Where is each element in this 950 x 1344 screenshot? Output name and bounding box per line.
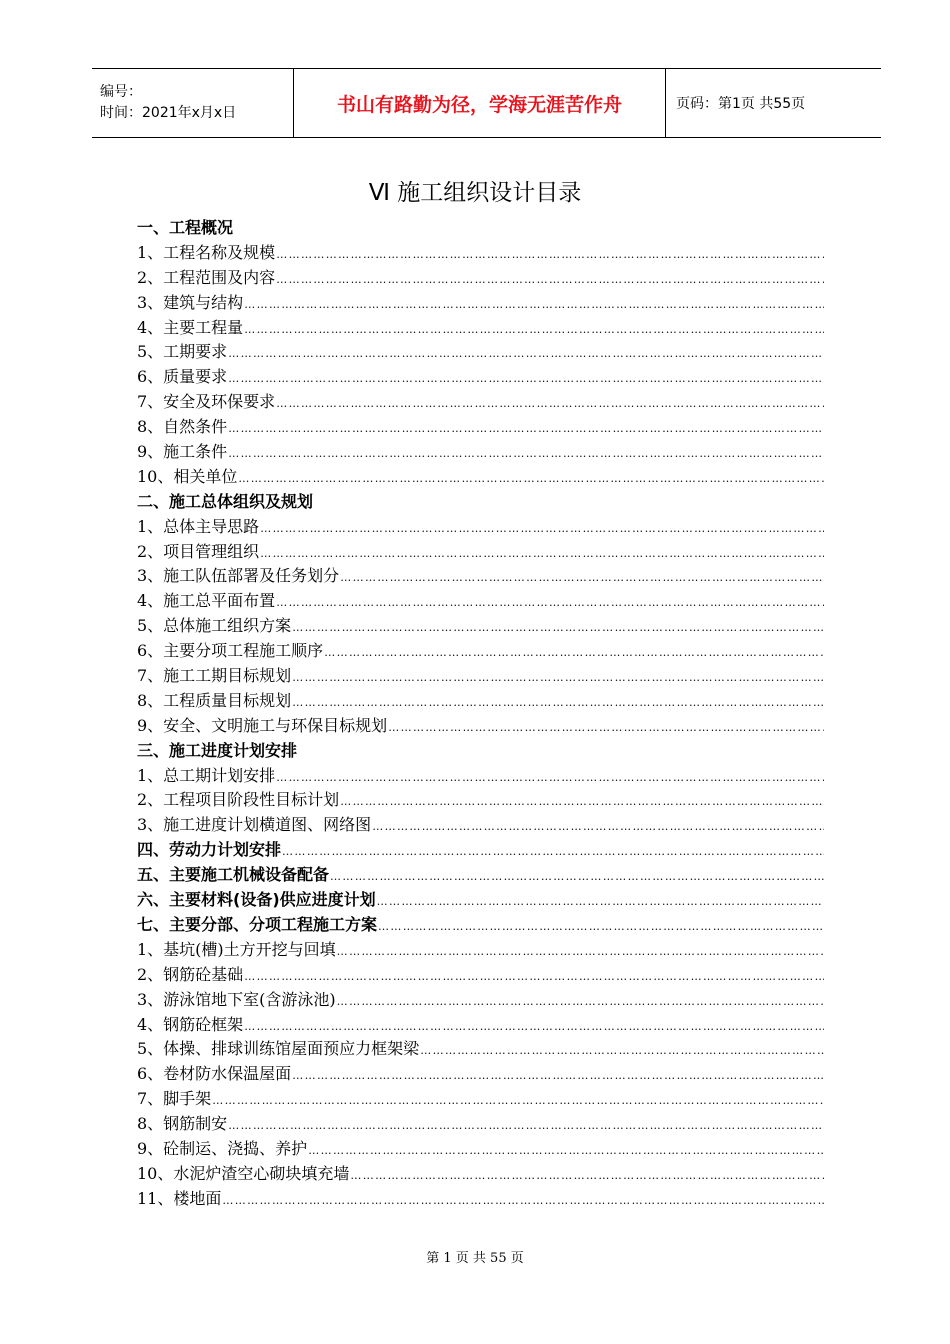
header-meta [92, 69, 293, 137]
document-title: Ⅵ 施工组织设计目录 [368, 180, 582, 206]
toc-entry [137, 1112, 824, 1137]
dot-leader [378, 915, 824, 940]
toc-entry-label: 9、施工条件 [137, 442, 228, 462]
toc-entry-label: 10、相关单位 [137, 466, 238, 486]
toc-entry-label: 2、工程项目阶段性目标计划 [137, 790, 340, 810]
toc-entry [137, 540, 824, 565]
document-time: 时间：2021年x月x日 [100, 105, 237, 121]
toc-entry [137, 465, 824, 490]
dot-leader [276, 591, 824, 616]
dot-leader [276, 766, 824, 791]
toc-entry [137, 1137, 824, 1162]
toc-entry [137, 813, 824, 838]
dot-leader [260, 542, 824, 567]
toc-entry-label: 8、自然条件 [137, 417, 228, 437]
toc-entry-label: 2、项目管理组织 [137, 541, 260, 561]
toc-entry [137, 1037, 824, 1062]
toc-entry-label: 2、钢筋砼基础 [137, 964, 244, 984]
toc-entry [137, 241, 824, 266]
toc-section-heading [137, 863, 824, 888]
toc-entry-label: 5、总体施工组织方案 [137, 616, 292, 636]
toc-entry [137, 390, 824, 415]
toc-entry-label: 1、总工期计划安排 [137, 765, 276, 785]
dot-leader [276, 243, 824, 268]
toc-entry [137, 340, 824, 365]
toc-entry-label: 5、体操、排球训练馆屋面预应力框架梁 [137, 1039, 420, 1059]
toc-entry-label: 4、钢筋砼框架 [137, 1014, 244, 1034]
dot-leader [228, 367, 824, 392]
toc-entry-label: 四、劳动力计划安排 [137, 840, 282, 860]
toc-entry-label: 11、楼地面 [137, 1188, 222, 1208]
dot-leader [228, 417, 824, 442]
toc-entry [137, 1013, 824, 1038]
toc-entry [137, 1087, 824, 1112]
toc-entry [137, 415, 824, 440]
dot-leader [212, 1089, 824, 1114]
toc-entry-label: 6、卷材防水保温屋面 [137, 1064, 292, 1084]
toc-entry-label: 7、施工工期目标规划 [137, 666, 292, 686]
header-page-info: 页码：第1页 共55页 [676, 96, 806, 112]
toc-entry [137, 291, 824, 316]
toc-entry-label: 三、施工进度计划安排 [137, 740, 298, 760]
dot-leader [244, 965, 824, 990]
page-footer: 第 1 页 共 55 页 [426, 1251, 524, 1266]
toc-entry [137, 316, 824, 341]
dot-leader [260, 517, 824, 542]
toc-entry [137, 988, 824, 1013]
toc-entry [137, 365, 824, 390]
dot-leader [276, 268, 824, 293]
dot-leader [340, 566, 824, 591]
dot-leader [282, 840, 824, 865]
toc-entry-label: 9、安全、文明施工与环保目标规划 [137, 715, 388, 735]
toc-entry [137, 564, 824, 589]
toc-entry-label: 6、质量要求 [137, 367, 228, 387]
toc-entry [137, 589, 824, 614]
toc-entry-label: 七、主要分部、分项工程施工方案 [137, 914, 378, 934]
dot-leader [340, 790, 824, 815]
toc-entry-label: 10、水泥炉渣空心砌块填充墙 [137, 1163, 350, 1183]
toc-entry [137, 963, 824, 988]
dot-leader [292, 1064, 824, 1089]
toc-entry-label: 9、砼制运、浇捣、养护 [137, 1138, 308, 1158]
toc-entry-label: 1、工程名称及规模 [137, 242, 276, 262]
dot-leader [350, 1164, 824, 1189]
toc-entry [137, 788, 824, 813]
dot-leader [330, 865, 824, 890]
toc-entry-label: 3、游泳馆地下室(含游泳池) [137, 989, 336, 1009]
toc-entry-label: 7、安全及环保要求 [137, 392, 276, 412]
toc-entry [137, 689, 824, 714]
dot-leader [292, 616, 824, 641]
toc-entry [137, 614, 824, 639]
toc-entry-label: 五、主要施工机械设备配备 [137, 865, 330, 885]
toc-entry-label: 4、施工总平面布置 [137, 591, 276, 611]
toc-entry [137, 938, 824, 963]
dot-leader [377, 890, 824, 915]
dot-leader [228, 442, 824, 467]
toc-entry-label: 5、工期要求 [137, 342, 228, 362]
toc-entry [137, 664, 824, 689]
dot-leader [337, 940, 824, 965]
toc-entry [137, 1162, 824, 1187]
dot-leader [292, 691, 824, 716]
toc-entry-label: 3、建筑与结构 [137, 292, 244, 312]
header-motto: 书山有路勤为径，学海无涯苦作舟 [293, 69, 666, 137]
toc-section-heading [137, 739, 824, 764]
dot-leader [292, 666, 824, 691]
toc-section-heading [137, 913, 824, 938]
toc-section-heading [137, 490, 824, 515]
dot-leader [276, 392, 824, 417]
toc-entry-label: 六、主要材料(设备)供应进度计划 [137, 890, 376, 910]
toc-entry [137, 440, 824, 465]
document-number-label: 编号： [100, 84, 142, 100]
toc-entry-label: 8、钢筋制安 [137, 1114, 228, 1134]
toc-entry-label: 2、工程范围及内容 [137, 267, 276, 287]
toc-entry [137, 515, 824, 540]
toc-entry [137, 1187, 824, 1212]
toc-entry-label: 8、工程质量目标规划 [137, 690, 292, 710]
toc-entry [137, 266, 824, 291]
toc-entry [137, 639, 824, 664]
toc-entry-label: 3、施工进度计划横道图、网络图 [137, 815, 372, 835]
toc-entry-label: 一、工程概况 [137, 218, 234, 237]
dot-leader [244, 293, 824, 318]
toc-entry [137, 1062, 824, 1087]
toc-section-heading [137, 838, 824, 863]
dot-leader [244, 1015, 824, 1040]
dot-leader [372, 815, 824, 840]
toc-entry-label: 1、基坑(槽)土方开挖与回填 [137, 939, 336, 959]
dot-leader [238, 467, 824, 492]
toc-entry-label: 7、脚手架 [137, 1089, 212, 1109]
toc-entry [137, 764, 824, 789]
dot-leader [228, 342, 824, 367]
toc-entry-label: 6、主要分项工程施工顺序 [137, 641, 324, 661]
dot-leader [244, 318, 824, 343]
toc-entry [137, 714, 824, 739]
table-of-contents [137, 216, 824, 1212]
dot-leader [420, 1039, 824, 1064]
dot-leader [228, 1114, 824, 1139]
dot-leader [337, 990, 824, 1015]
dot-leader [388, 716, 824, 741]
toc-entry-label: 4、主要工程量 [137, 317, 244, 337]
toc-entry-label: 1、总体主导思路 [137, 516, 260, 536]
toc-section-heading [137, 216, 824, 241]
page-header [92, 68, 881, 138]
dot-leader [222, 1189, 824, 1214]
toc-entry-label: 3、施工队伍部署及任务划分 [137, 566, 340, 586]
toc-entry-label: 二、施工总体组织及规划 [137, 491, 314, 511]
toc-section-heading [137, 888, 824, 913]
dot-leader [324, 641, 824, 666]
dot-leader [308, 1139, 824, 1164]
